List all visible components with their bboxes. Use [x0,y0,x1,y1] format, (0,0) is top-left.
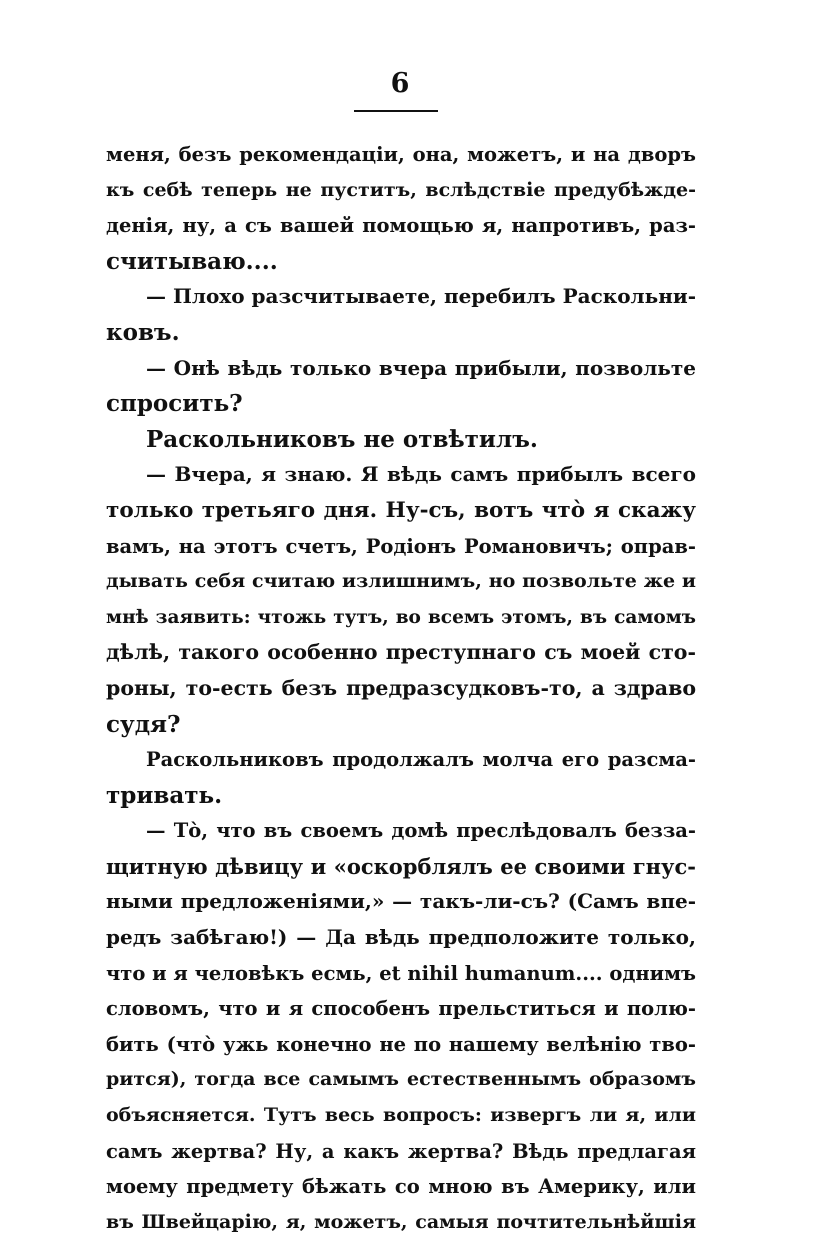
text-line: дывать себя считаю излишнимъ, но позвольте же и [106,570,696,593]
text-line: ковъ. [106,318,180,346]
text-line: въ Швейцарію, я, можетъ, самыя почтительнѣйшія [106,1210,696,1233]
text-line: рится), тогда все самымъ естественнымъ образомъ [106,1068,696,1091]
text-line: щитную дѣвицу и «оскорблялъ ее своими гнус- [106,853,696,879]
text-line: ными предложеніями,» — такъ-ли-съ? (Самъ впе- [106,889,696,914]
text-line: бить (что̀ ужь конечно не по нашему велѣнію тво- [106,1032,696,1056]
text-line: роны, то-есть безъ предразсудковъ-то, а здраво [106,675,696,700]
text-line: словомъ, что и я способенъ прельститься и полю- [106,997,696,1021]
text-line: — Вчера, я знаю. Я вѣдь самъ прибылъ всего [146,462,696,487]
text-line: моему предмету бѣжать со мною въ Америку, или [106,1175,696,1199]
text-line: дѣлѣ, такого особенно преступнаго съ моей сто- [106,640,696,665]
text-line: меня, безъ рекомендаціи, она, можетъ, и на дворъ [106,143,696,166]
text-line: что и я человѣкъ есмь, et nihil humanum.... однимъ [106,961,696,985]
page-number: 6 [390,68,410,99]
text-line: редъ забѣгаю!) — Да вѣдь предположите только, [106,925,696,950]
text-line: мнѣ заявить: чтожь тутъ, во всемъ этомъ, въ самомъ [106,606,696,628]
text-line: тривать. [106,781,223,809]
text-line: объясняется. Тутъ весь вопросъ: извергъ ли я, или [106,1104,696,1127]
body-text [106,137,696,1240]
text-line: Раскольниковъ продолжалъ молча его разсма- [146,748,696,772]
text-line: денія, ну, а съ вашей помощью я, напротивъ, раз- [106,214,696,238]
text-line: — Онѣ вѣдь только вчера прибыли, позвольте [146,355,696,380]
text-line: судя? [106,710,181,738]
text-line: — Плохо разсчитываете, перебилъ Раскольни- [146,284,696,309]
text-line: Раскольниковъ не отвѣтилъ. [146,425,538,453]
text-line: только третьяго дня. Ну-съ, вотъ что̀ я скажу [106,497,696,523]
text-line: — То̀, что въ своемъ домѣ преслѣдовалъ безза- [146,819,696,843]
page-number-rule [354,110,438,112]
text-line: самъ жертва? Ну, а какъ жертва? Вѣдь предлагая [106,1139,696,1163]
text-line: считываю.... [106,247,278,275]
text-line: вамъ, на этотъ счетъ, Родіонъ Романовичъ; оправ- [106,534,696,558]
text-line: къ себѣ теперь не пуститъ, вслѣдствіе предубѣжде- [106,178,696,201]
text-line: спросить? [106,390,243,418]
